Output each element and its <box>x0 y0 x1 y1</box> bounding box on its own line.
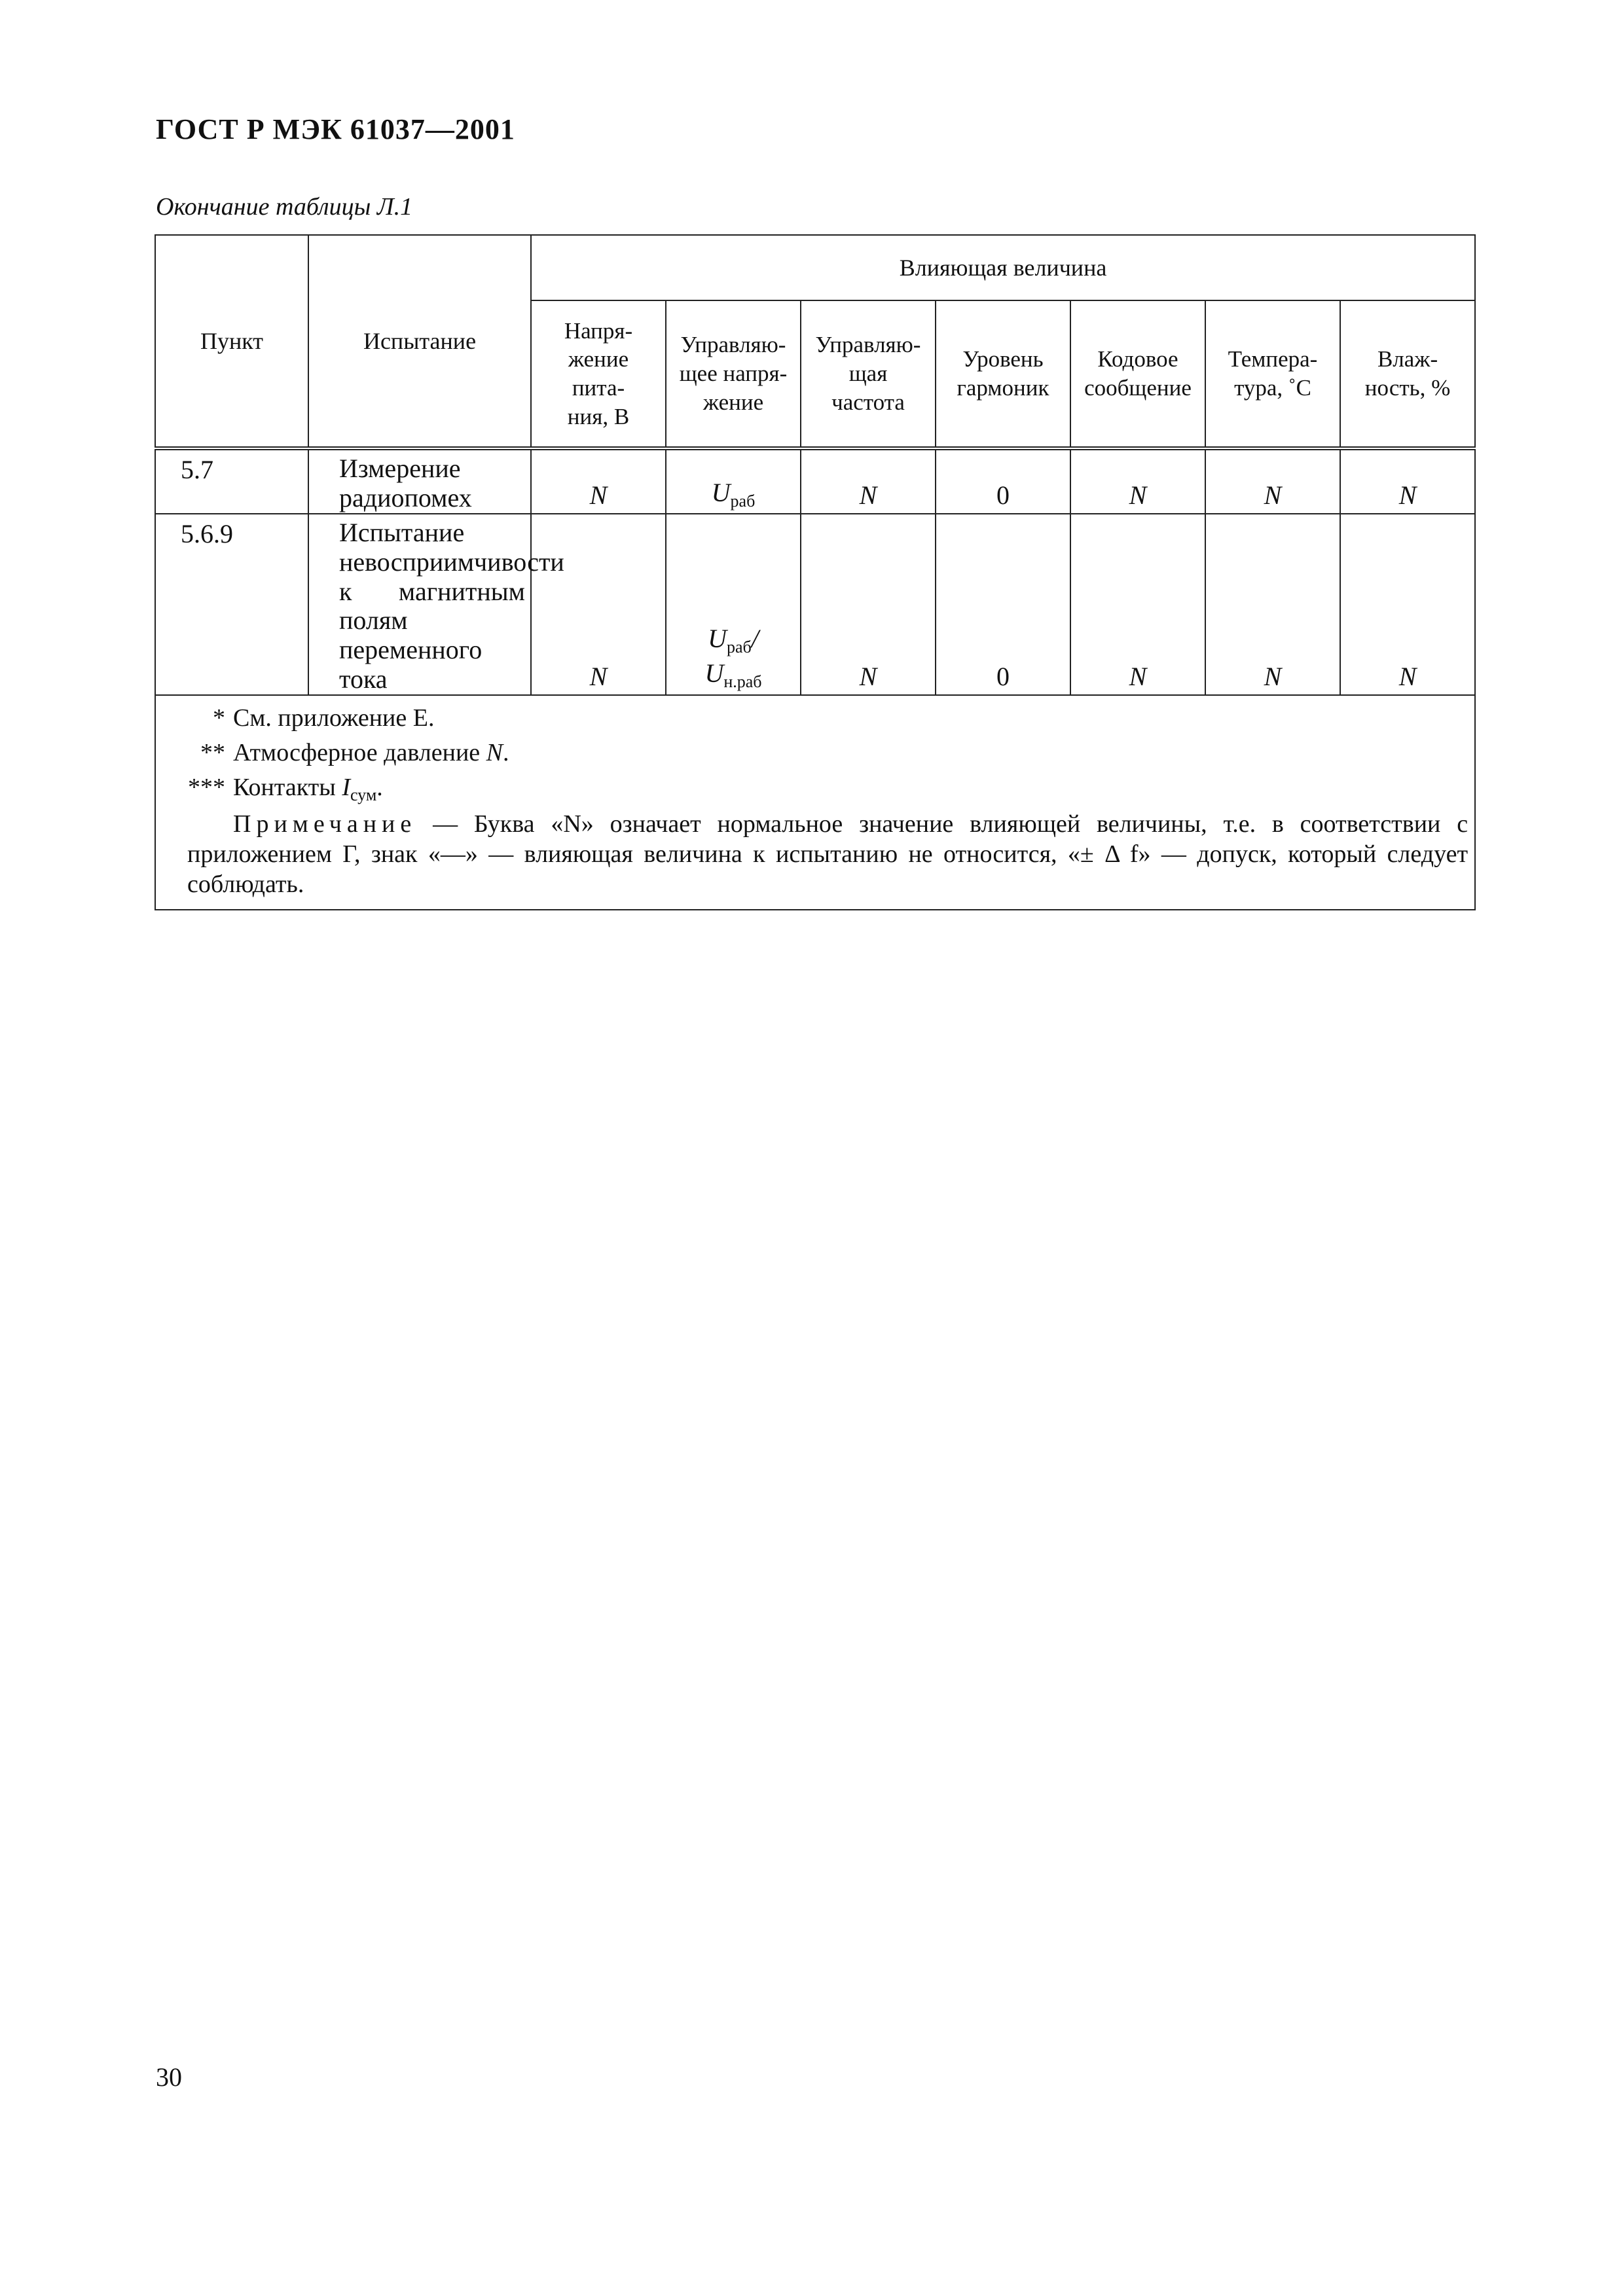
cell-value: N <box>531 514 666 695</box>
footnote-2: ** Атмосферное давление N. <box>200 738 509 766</box>
cell-value: N <box>1205 514 1340 695</box>
cell-value: N <box>801 514 936 695</box>
subcol-voltage: Напря- жение пита- ния, В <box>531 300 666 448</box>
col-header-test: Испытание <box>308 235 531 448</box>
cell-value: N <box>1205 448 1340 514</box>
cell-value: N <box>531 448 666 514</box>
subcol-temperature: Темпера- тура, ˚C <box>1205 300 1340 448</box>
cell-punkt: 5.6.9 <box>155 514 308 695</box>
table-note <box>187 809 1468 900</box>
table-row <box>155 448 1475 514</box>
notes-row <box>155 695 1475 910</box>
table-caption: Окончание таблицы Л.1 <box>156 193 413 221</box>
subcol-control-frequency: Управляю- щая частота <box>801 300 936 448</box>
col-header-group: Влияющая величина <box>531 235 1475 300</box>
notes-cell <box>155 695 1475 910</box>
cell-value: 0 <box>936 514 1070 695</box>
cell-value: N <box>1340 514 1475 695</box>
cell-test: Измерение радиопомех <box>308 448 531 514</box>
cell-test: Испытание невосприимчивости к магнитным полям переменного тока <box>308 514 531 695</box>
cell-value: N <box>1070 514 1205 695</box>
note-label: Примечание <box>233 810 417 838</box>
cell-value: N <box>1340 448 1475 514</box>
cell-value-u <box>666 514 801 695</box>
fn2-text: Атмосферное давление N. <box>233 738 509 766</box>
footnote-1: * См. приложение Е. <box>213 704 435 732</box>
subcol-harmonics: Уровень гармоник <box>936 300 1070 448</box>
u-work-ratio: $U_{раб}/$ $U_{н.раб}$ <box>704 624 762 691</box>
note-text: — Буква «N» означает нормальное значение влияющей величины, т.е. в соответствии с приложением Г, знак «—» — влияющая величина к испытанию не относится, «± Δ f» — допуск, который следует соблюдать. <box>187 810 1468 899</box>
document-header: ГОСТ Р МЭК 61037—2001 <box>156 113 515 145</box>
fn3-text: Контакты $I_{сум}$. <box>233 774 383 805</box>
influence-table <box>155 234 1476 910</box>
footnote-3: *** Контакты $I_{сум}$. <box>188 774 383 805</box>
subcol-humidity: Влаж- ность, % <box>1340 300 1475 448</box>
cell-punkt: 5.7 <box>155 448 308 514</box>
cell-value: 0 <box>936 448 1070 514</box>
cell-value: N <box>801 448 936 514</box>
table-container <box>155 234 1474 910</box>
subcol-control-voltage: Управляю- щее напря- жение <box>666 300 801 448</box>
header-row-1 <box>155 235 1475 300</box>
cell-value: N <box>1070 448 1205 514</box>
subcol-code-message: Кодовое сообщение <box>1070 300 1205 448</box>
table-row <box>155 514 1475 695</box>
u-work: $U_{раб}$ <box>711 477 756 511</box>
page-number: 30 <box>156 2062 182 2092</box>
col-header-punkt: Пункт <box>155 235 308 448</box>
cell-value-u <box>666 448 801 514</box>
